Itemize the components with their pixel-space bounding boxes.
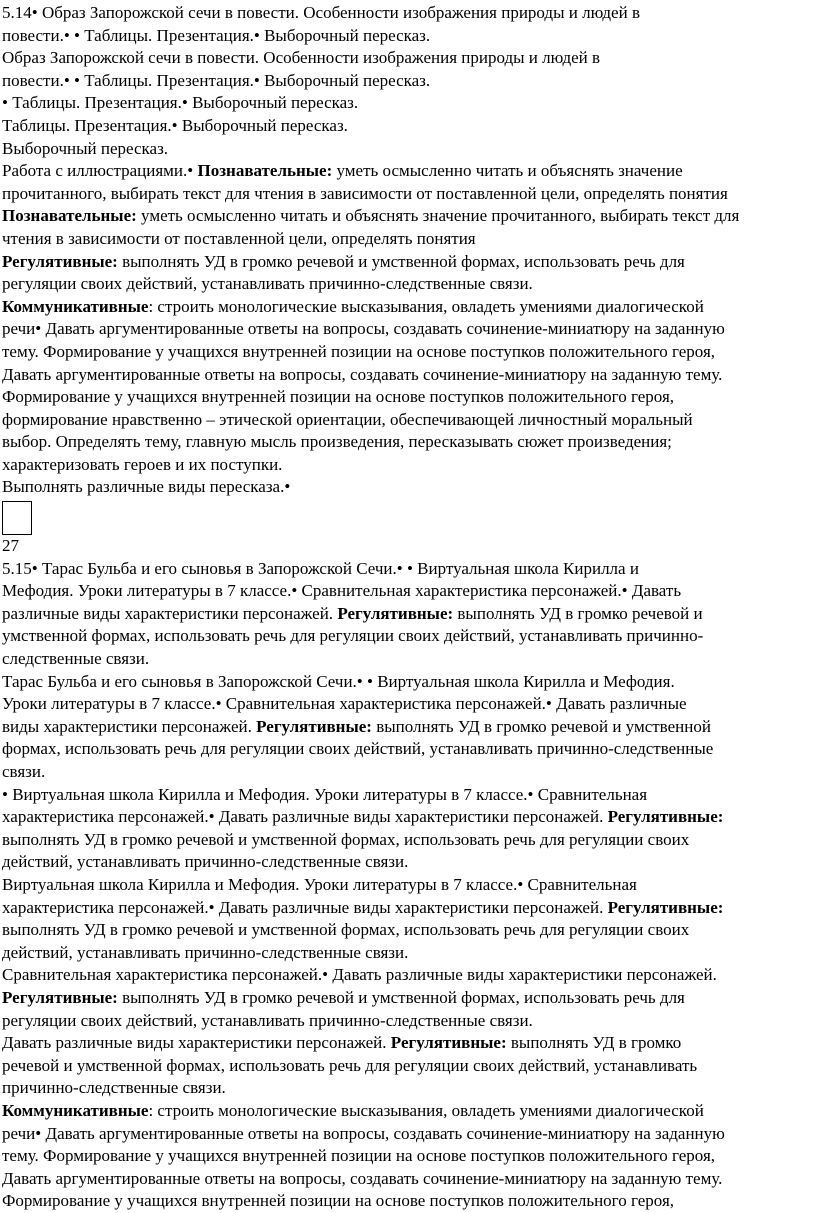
text-line — [2, 806, 812, 829]
text-run: уметь осмысленно читать и объяснять значение прочитанного, выбирать текст для — [136, 206, 740, 226]
text-line: формах, использовать речь для регуляции своих действий, устанавливать причинно-следственные — [2, 739, 714, 759]
text-line: Давать аргументированные ответы на вопросы, создавать сочинение-миниатюру на заданную тему. — [2, 364, 723, 384]
lesson-5-15-content — [2, 558, 812, 1213]
bold-label: Регулятивные: — [2, 987, 118, 1007]
text-line: 5.14• Образ Запорожской сечи в повести. Особенности изображения природы и людей в — [2, 3, 640, 22]
text-line — [2, 205, 812, 228]
text-run: виды характеристики персонажей. — [2, 716, 257, 736]
document-page — [2, 2, 812, 1213]
text-line: Тарас Бульба и его сыновья в Запорожской Сечи.• • Виртуальная школа Кирилла и Мефодия. — [2, 671, 675, 691]
bold-label: Регулятивные: — [390, 1033, 507, 1053]
text-line: Формирование у учащихся внутренней позиции на основе поступков положительного героя, — [2, 387, 675, 407]
lesson-5-14-topic — [2, 2, 812, 160]
text-line: Выборочный пересказ. — [2, 138, 169, 158]
text-line: Давать аргументированные ответы на вопросы, создавать сочинение-миниатюру на заданную тему. — [2, 1168, 723, 1188]
text-line: речи• Давать аргументированные ответы на вопросы, создавать сочинение-миниатюру на заданную — [2, 319, 725, 339]
text-line — [2, 1100, 812, 1123]
bold-label: Регулятивные: — [2, 251, 118, 271]
text-run: : строить монологические высказывания, овладеть умениями диалогической — [148, 1100, 704, 1120]
text-run: характеристика персонажей.• Давать различные виды характеристики персонажей. — [2, 897, 608, 917]
text-line: Виртуальная школа Кирилла и Мефодия. Уроки литературы в 7 классе.• Сравнительная — [2, 874, 637, 894]
text-run: характеристика персонажей.• Давать различные виды характеристики персонажей. — [2, 807, 608, 827]
lesson-5-14-competencies — [2, 160, 812, 499]
empty-table-cell — [2, 501, 32, 535]
bold-label: Регулятивные: — [607, 807, 724, 827]
text-line: регуляции своих действий, устанавливать причинно-следственные связи. — [2, 1010, 533, 1030]
text-line: чтения в зависимости от поставленной цели, определять понятия — [2, 228, 476, 248]
text-run: Работа с иллюстрациями.• — [2, 161, 198, 181]
text-line: регуляции своих действий, устанавливать причинно-следственные связи. — [2, 274, 533, 294]
text-line: Уроки литературы в 7 классе.• Сравнительная характеристика персонажей.• Давать различные — [2, 694, 687, 714]
text-line: Сравнительная характеристика персонажей.• Давать различные виды характеристики персонажей. — [2, 965, 717, 985]
text-line: формирование нравственно – этической ориентации, обеспечивающей личностный моральный — [2, 409, 693, 429]
text-line: выполнять УД в громко речевой и умственной формах, использовать речь для регуляции своих — [2, 829, 690, 849]
text-line — [2, 987, 812, 1010]
bold-label: Коммуникативные — [2, 1100, 149, 1120]
text-run: выполнять УД в громко речевой и умственной формах, использовать речь для — [117, 987, 685, 1007]
text-line: повести.• • Таблицы. Презентация.• Выборочный пересказ. — [2, 70, 431, 90]
bold-label: Познавательные: — [197, 161, 333, 181]
text-line: • Таблицы. Презентация.• Выборочный пересказ. — [2, 93, 359, 113]
text-run: Давать различные виды характеристики персонажей. — [2, 1033, 391, 1053]
text-line: 5.15• Тарас Бульба и его сыновья в Запорожской Сечи.• • Виртуальная школа Кирилла и — [2, 558, 639, 578]
text-line: речи• Давать аргументированные ответы на вопросы, создавать сочинение-миниатюру на заданную — [2, 1123, 725, 1143]
bold-label: Регулятивные: — [337, 603, 454, 623]
text-line: умственной формах, использовать речь для регуляции своих действий, устанавливать причинно- — [2, 626, 704, 646]
text-line: Таблицы. Презентация.• Выборочный пересказ. — [2, 115, 348, 135]
text-line: причинно-следственные связи. — [2, 1078, 226, 1098]
text-line: действий, устанавливать причинно-следственные связи. — [2, 852, 409, 872]
text-line: выполнять УД в громко речевой и умственной формах, использовать речь для регуляции своих — [2, 920, 690, 940]
text-line: выбор. Определять тему, главную мысль произведения, пересказывать сюжет произведения; — [2, 432, 672, 452]
text-line: прочитанного, выбирать текст для чтения в зависимости от поставленной цели, определять понятия — [2, 183, 728, 203]
bold-label: Регулятивные: — [607, 897, 724, 917]
bold-label: Регулятивные: — [256, 716, 372, 736]
text-line: повести.• • Таблицы. Презентация.• Выборочный пересказ. — [2, 25, 431, 45]
text-line — [2, 603, 812, 626]
text-line — [2, 1032, 812, 1055]
text-run: уметь осмысленно читать и объяснять значение — [332, 161, 683, 181]
hours-count: 27 — [2, 536, 19, 556]
text-line — [2, 251, 812, 274]
bold-label: Познавательные: — [2, 206, 137, 226]
text-line: следственные связи. — [2, 649, 150, 669]
text-line — [2, 716, 812, 739]
text-line: Формирование у учащихся внутренней позиции на основе поступков положительного героя, — [2, 1191, 675, 1211]
text-line: характеризовать героев и их поступки. — [2, 454, 283, 474]
text-run: выполнять УД в громко речевой и — [453, 603, 703, 623]
text-line: тему. Формирование у учащихся внутренней позиции на основе поступков положительного героя, — [2, 1146, 716, 1166]
text-run: различные виды характеристики персонажей. — [2, 603, 338, 623]
text-line: связи. — [2, 762, 46, 781]
text-line — [2, 897, 812, 920]
text-line: Мефодия. Уроки литературы в 7 классе.• Сравнительная характеристика персонажей.• Давать — [2, 581, 682, 601]
text-line: • Виртуальная школа Кирилла и Мефодия. Уроки литературы в 7 классе.• Сравнительная — [2, 784, 648, 804]
text-run: выполнять УД в громко — [506, 1033, 682, 1053]
text-line: Образ Запорожской сечи в повести. Особенности изображения природы и людей в — [2, 48, 601, 68]
text-line: речевой и умственной формах, использовать речь для регуляции своих действий, устанавливать — [2, 1055, 698, 1075]
text-run: : строить монологические высказывания, овладеть умениями диалогической — [148, 296, 704, 316]
text-run: выполнять УД в громко речевой и умственной формах, использовать речь для — [117, 251, 685, 271]
bold-label: Коммуникативные — [2, 296, 149, 316]
text-line — [2, 160, 812, 183]
text-line: тему. Формирование у учащихся внутренней позиции на основе поступков положительного героя, — [2, 341, 716, 361]
text-line: Выполнять различные виды пересказа.• — [2, 477, 291, 497]
text-line — [2, 296, 812, 319]
text-line: действий, устанавливать причинно-следственные связи. — [2, 942, 409, 962]
text-run: выполнять УД в громко речевой и умственной — [371, 716, 711, 736]
